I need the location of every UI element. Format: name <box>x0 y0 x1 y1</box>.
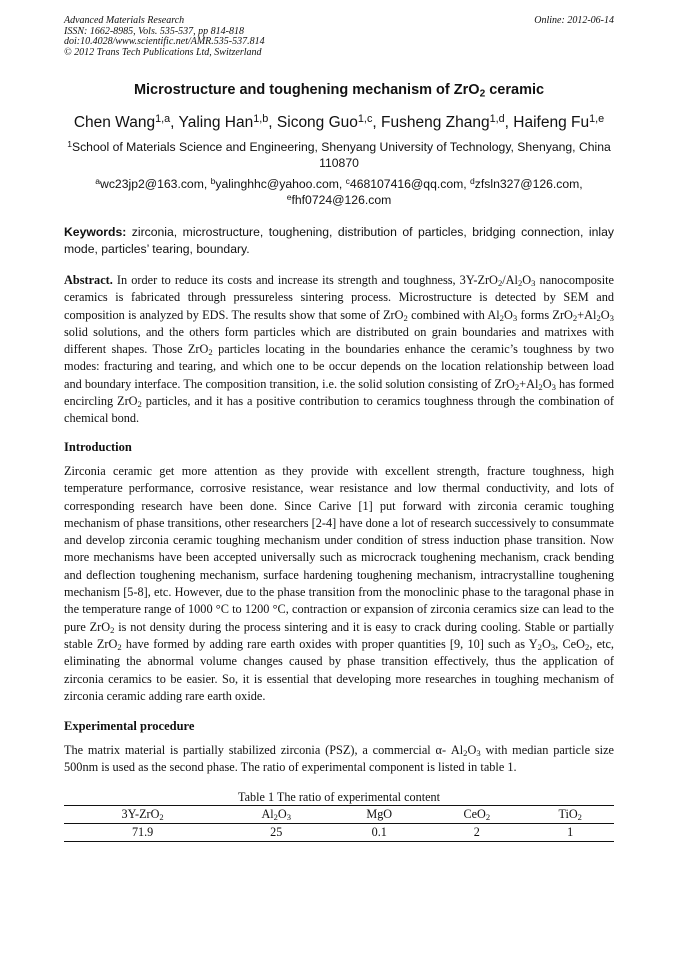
table-row <box>64 824 614 842</box>
author: Fusheng Zhang$^{1,d}$, <box>381 113 514 131</box>
section-heading-experimental: Experimental procedure <box>64 719 195 733</box>
table-header-cell: CeO$_2$ <box>427 806 526 824</box>
table-cell: 1 <box>526 824 614 842</box>
table-header-cell: 3Y-ZrO$_2$ <box>64 806 221 824</box>
section-heading-introduction: Introduction <box>64 440 132 454</box>
paper-title: Microstructure and toughening mechanism of ZrO$_2$ ceramic <box>133 82 545 100</box>
copyright-line: © 2012 Trans Tech Publications Ltd, Switzerland <box>64 46 262 58</box>
table-cell: 25 <box>221 824 331 842</box>
author: Chen Wang$^{1,a}$, <box>73 113 179 131</box>
email-link[interactable]: $^e$fhf0724@126.com <box>286 192 392 207</box>
online-date: Online: 2012-06-14 <box>534 15 614 26</box>
table-caption: Table 1 The ratio of experimental content <box>238 790 440 804</box>
table-header-row <box>64 806 614 824</box>
abstract-label: Abstract. <box>64 273 113 287</box>
doi-line[interactable]: doi:10.4028/www.scientific.net/AMR.535-537.814 <box>64 36 265 47</box>
table-cell: 2 <box>427 824 526 842</box>
table-cell: 71.9 <box>64 824 221 842</box>
author: Haifeng Fu$^{1,e}$ <box>513 113 605 131</box>
author-list <box>40 114 638 132</box>
keywords-label: Keywords: <box>64 225 127 239</box>
introduction-text: Zirconia ceramic get more attention as they provide with excellent strength, fracture toughness, high temperature performance, corrosive resistance, wear resistance and low thermal conductivity, and lots of corresponding research have been done. Since Carive [1] put forward with zirconia ceramic toughing mechanism of phase transitions, other researchers [2-4] have done a lot of research successively to consummate and develop zirconia ceramic toughing mechanism under condition of stress induction phase transition. Now more mechanisms have been accepted universally such as microcrack toughening mechanism, crack bending and deflection toughening mechanism, surface hardening toughening mechanism, intracrystalline toughening mechanism [5-8], etc. However, due to the phase transition from the monoclinic phase to the taragonal phase in the temperature range of 1000 °C to 1200 °C, contraction or expansion of zirconia ceramics size can lead to the pure ZrO$_2$ is not density during the process sintering and it is easy to crack during cooling. Stable or partially stable ZrO$_2$ have formed by adding rare earth oxides with proper quantities [9, 10] such as $Y_2O_3$, CeO$_2$, etc, eliminating the abnormal volume changes caused by phase transition effectively, thus the application of zirconia ceramics to be easier. So, it is essential that developing more researches in toughing mechanism of zirconia ceramic adding rare earth oxide. <box>64 464 614 703</box>
table-header-cell: $Al_2O_3$ <box>221 806 331 824</box>
experimental-text: The matrix material is partially stabilized zirconia (PSZ), a commercial α- $Al_2O_3$ with median particle size 500nm is used as the second phase. The ratio of experimental component is listed in table 1. <box>64 743 614 775</box>
journal-header <box>64 16 614 58</box>
table-cell: 0.1 <box>331 824 427 842</box>
affiliation: $^1$School of Materials Science and Engineering, Shenyang University of Technology, Shenyang, China 110870 <box>67 139 611 170</box>
keywords: Keywords: zirconia, microstructure, toughening, distribution of particles, bridging connection, inlay mode, particles’ tearing, boundary. <box>64 225 614 256</box>
journal-name: Advanced Materials Research <box>64 15 185 26</box>
email-link[interactable]: $^b$yalinghhc@yahoo.com, <box>210 176 346 191</box>
table-header-cell: MgO <box>331 806 427 824</box>
email-link[interactable]: $^a$wc23jp2@163.com, <box>95 176 211 191</box>
email-list <box>64 176 614 208</box>
abstract <box>64 272 614 428</box>
author: Yaling Han$^{1,b}$, <box>178 113 277 131</box>
table-header-cell: TiO$_2$ <box>526 806 614 824</box>
issn-line: ISSN: 1662-8985, Vols. 535-537, pp 814-818 <box>64 25 244 37</box>
email-link[interactable]: $^d$zfsln327@126.com, <box>470 176 583 191</box>
abstract-text: In order to reduce its costs and increase its strength and toughness, $3Y-ZrO_2/Al_2O_3$ nanocomposite ceramics is fabricated through pressureless sintering process. Microstructure is detected by SEM and composition is analyzed by EDS. The results show that some of ZrO$_2$ combined with $Al_2O_3$ forms $ZrO_2+Al_2O_3$ solid solutions, and the others form particles which are distributed on grain boundaries and matrixes with different shapes. Those ZrO$_2$ particles locating in the boundaries enhance the ceramic’s toughness by two modes: fracturing and tearing, and which one to be occur depends on the location relationship between load and boundary interface. The composition transition, i.e. the solid solution consisting of $ZrO_2+Al_2O_3$ has formed encircling ZrO$_2$ particles, and it has a positive contribution to ceramics toughness through the combination of chemical bond. <box>64 273 614 426</box>
composition-table <box>64 805 614 842</box>
author: Sicong Guo$^{1,c}$, <box>276 113 381 131</box>
email-link[interactable]: $^c$468107416@qq.com, <box>345 176 471 191</box>
